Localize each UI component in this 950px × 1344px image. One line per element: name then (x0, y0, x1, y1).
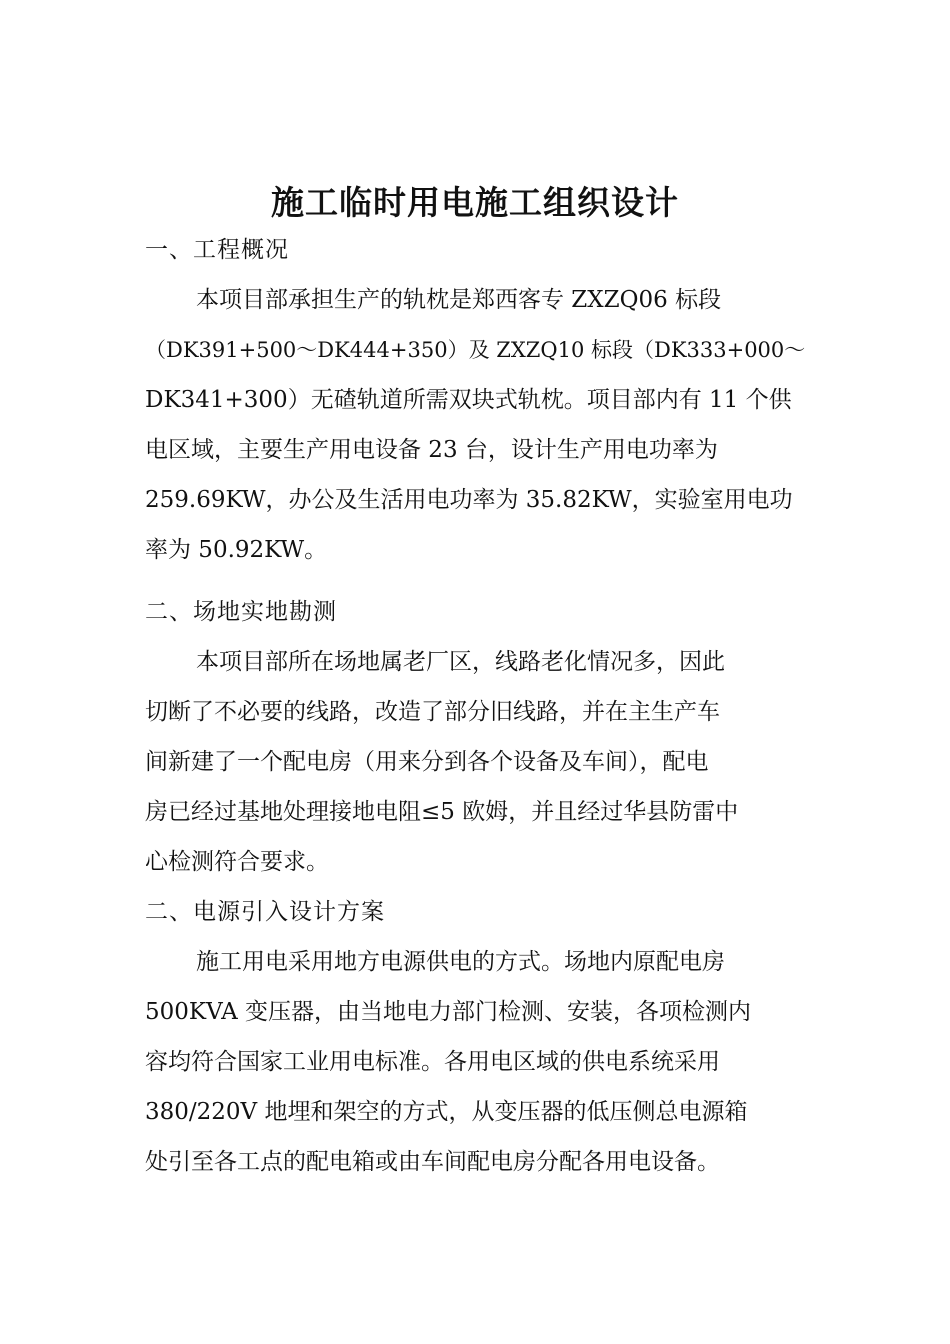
paragraph-line: 500KVA 变压器，由当地电力部门检测、安装，各项检测内 (145, 999, 752, 1025)
paragraph-line: DK341+300）无碴轨道所需双块式轨枕。项目部内有 11 个供 (145, 387, 792, 413)
paragraph-line-text: 本项目部承担生产的轨枕是郑西客专 ZXZQ06 标段 (196, 287, 722, 313)
paragraph-line: 380/220V 地埋和架空的方式，从变压器的低压侧总电源箱 (145, 1099, 748, 1125)
paragraph-line: 房已经过基地处理接地电阻≤5 欧姆，并且经过华县防雷中 (145, 799, 739, 825)
paragraph-line: 处引至各工点的配电箱或由车间配电房分配各用电设备。 (145, 1149, 720, 1175)
paragraph-line: 心检测符合要求。 (145, 849, 329, 875)
section-heading-power-supply-design: 二、电源引入设计方案 (145, 899, 385, 925)
paragraph-line: 间新建了一个配电房（用来分到各个设备及车间），配电 (145, 749, 709, 775)
paragraph-line: （DK391+500～DK444+350）及 ZXZQ10 标段（DK333+000～ (145, 338, 806, 362)
section-heading-site-survey: 二、场地实地勘测 (145, 599, 337, 625)
paragraph-line: 本项目部所在场地属老厂区，线路老化情况多，因此 (196, 649, 725, 675)
paragraph-line: 容均符合国家工业用电标准。各用电区域的供电系统采用 (145, 1049, 720, 1075)
paragraph-line: 切断了不必要的线路，改造了部分旧线路，并在主生产车 (145, 699, 720, 725)
paragraph-line: 率为 50.92KW。 (145, 537, 328, 563)
section-heading-project-overview: 一、工程概况 (145, 237, 289, 263)
paragraph-line (196, 282, 805, 318)
document-title: 施工临时用电施工组织设计 (271, 183, 679, 222)
paragraph-line: 259.69KW，办公及生活用电功率为 35.82KW，实验室用电功 (145, 487, 793, 513)
paragraph-line: 电区域，主要生产用电设备 23 台，设计生产用电功率为 (145, 437, 718, 463)
paragraph-line: 施工用电采用地方电源供电的方式。场地内原配电房 (196, 949, 725, 975)
